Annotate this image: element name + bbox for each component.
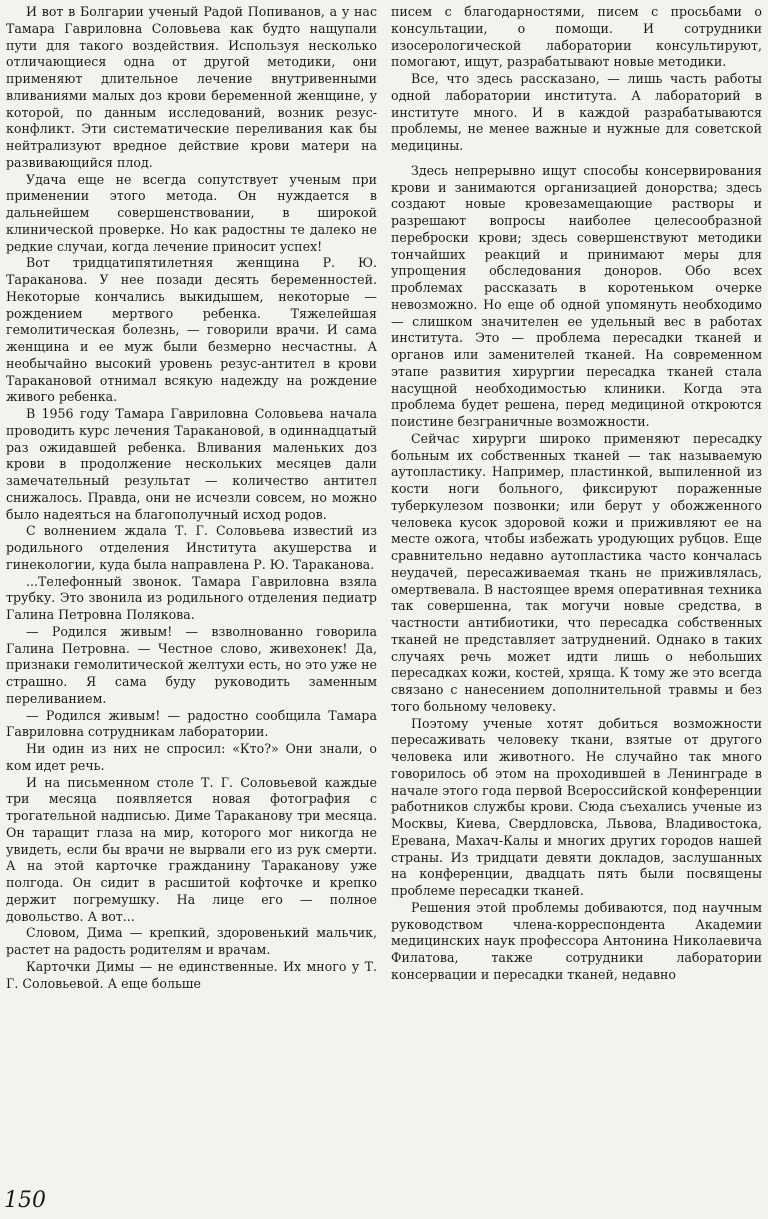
right-column — [391, 4, 762, 992]
paragraph: — Родился живым! — радостно сообщила Тамара Гавриловна сотрудникам лаборатории. — [6, 707, 377, 740]
paragraph-continued: писем с благодарностями, писем с просьбами о консультации, о помощи. И сотрудники изосерологической лаборатории консультируют, помогают, ищут, разрабатывают новые методики. — [391, 4, 762, 70]
paragraph: Здесь непрерывно ищут способы консервирования крови и занимаются организацией донорства; здесь создают новые кровезамещающие растворы и разрешают вопросы наиболее целесообразной переброски крови; здесь совершенствуют методики тончайших реакций и принимают меры для упрощения обследования доноров. Обо всех проблемах рассказать в коротеньком очерке невозможно. Но еще об одной упомянуть необходимо — слишком значителен ее удельный вес в работах института. Это — проблема пересадки тканей и органов или заменителей тканей. На современном этапе развития хирургии пересадка тканей стала насущной необходимостью клиники. Когда эта проблема будет решена, перед медициной откроются поистине безграничные возможности. — [391, 162, 762, 429]
paragraph: Решения этой проблемы добиваются, под научным руководством члена-корреспондента Академии медицинских наук профессора Антонина Николаевича Филатова, также сотрудники лаборатории консервации и пересадки тканей, недавно — [391, 899, 762, 982]
paragraph: И вот в Болгарии ученый Радой Попиванов, а у нас Тамара Гавриловна Соловьева как будто нащупали пути для такого воздействия. Используя несколько отличающиеся одна от другой методики, они применяют длительное лечение внутривенными вливаниями малых доз крови беременной женщине, у которой, по данным исследований, возник резус-конфликт. Эти систематические переливания как бы нейтрализуют вредное действие крови матери на развивающийся плод. — [6, 4, 377, 170]
paragraph: И на письменном столе Т. Г. Соловьевой каждые три месяца появляется новая фотография с трогательной надписью. Диме Тараканову три месяца. Он таращит глаза на мир, которого мог никогда не увидеть, если бы врачи не вырвали его из рук смерти. А на этой карточке гражданину Тараканову уже полгода. Он сидит в расшитой кофточке и крепко держит погремушку. На лице его — полное довольство. А вот... — [6, 774, 377, 924]
paragraph: — Родился живым! — взволнованно говорила Галина Петровна. — Честное слово, живехонек! Да, признаки гемолитической желтухи есть, но это уже не страшно. Я сама буду руководить заменным переливанием. — [6, 623, 377, 706]
left-column — [6, 4, 377, 992]
paragraph: Ни один из них не спросил: «Кто?» Они знали, о ком идет речь. — [6, 741, 377, 773]
paragraph: Карточки Димы — не единственные. Их много у Т. Г. Соловьевой. А еще больше — [6, 958, 377, 991]
paragraph: ...Телефонный звонок. Тамара Гавриловна взяла трубку. Это звонила из родильного отделения педиатр Галина Петровна Полякова. — [6, 573, 377, 622]
paragraph: Вот тридцатипятилетняя женщина Р. Ю. Тараканова. У нее позади десять беременностей. Некоторые кончались выкидышем, некоторые — рождением мертвого ребенка. Тяжелейшая гемолитическая болезнь, — говорили врачи. И сама женщина и ее муж были безмерно несчастны. А необычайно высокий уровень резус-антител в крови Таракановой отнимал всякую надежду на рождение живого ребенка. — [6, 255, 377, 405]
paragraph: С волнением ждала Т. Г. Соловьева известий из родильного отделения Института акушерства и гинекологии, куда была направлена Р. Ю. Тараканова. — [6, 523, 377, 572]
paragraph: Поэтому ученые хотят добиться возможности пересаживать человеку ткани, взятые от другого человека или животного. Не случайно так много говорилось об этом на проходившей в Ленинграде в начале этого года первой Всероссийской конференции работников службы крови. Сюда съехались ученые из Москвы, Киева, Свердловска, Львова, Владивостока, Еревана, Махач-Калы и многих других городов нашей страны. Из тридцати девяти докладов, заслушанных на конференции, двадцать пять были посвящены проблеме пересадки тканей. — [391, 715, 762, 898]
paragraph: Словом, Дима — крепкий, здоровенький мальчик, растет на радость родителям и врачам. — [6, 925, 377, 957]
paragraph: В 1956 году Тамара Гавриловна Соловьева начала проводить курс лечения Таракановой, в одиннадцатый раз ожидавшей ребенка. Вливания маленьких доз крови в продолжение нескольких месяцев дали замечательный результат — количество антител снижалось. Правда, они не исчезли совсем, но можно было надеяться на благополучный исход родов. — [6, 406, 377, 522]
paragraph: Удача еще не всегда сопутствует ученым при применении этого метода. Он нуждается в дальнейшем совершенствовании, в широкой клинической проверке. Но как радостны те далеко не редкие случаи, когда лечение приносит успех! — [6, 171, 377, 254]
paragraph: Сейчас хирурги широко применяют пересадку больным их собственных тканей — так называемую аутопластику. Например, пластинкой, выпиленной из кости ноги больного, фиксируют пораженные туберкулезом позвонки; или берут у обожженного человека кусок здоровой кожи и приживляют ее на месте ожога, чтобы избежать уродующих рубцов. Еще сравнительно недавно аутопластика часто кончалась неудачей, пересаживаемая ткань не приживлялась, омертвевала. В настоящее время оперативная техника так совершенна, так могучи новые средства, в частности антибиотики, что пересадка собственных тканей не представляет затруднений. Однако в таких случаях речь может идти лишь о небольших пересадках кожи, костей, хряща. К тому же это всегда связано с нанесением дополнительной травмы и без того больному человеку. — [391, 430, 762, 714]
paragraph: Все, что здесь рассказано, — лишь часть работы одной лаборатории института. А лабораторий в институте много. И в каждой разрабатываются проблемы, не менее важные и нужные для советской медицины. — [391, 71, 762, 153]
text-columns — [6, 4, 762, 992]
page-number: 150 — [4, 1188, 46, 1213]
